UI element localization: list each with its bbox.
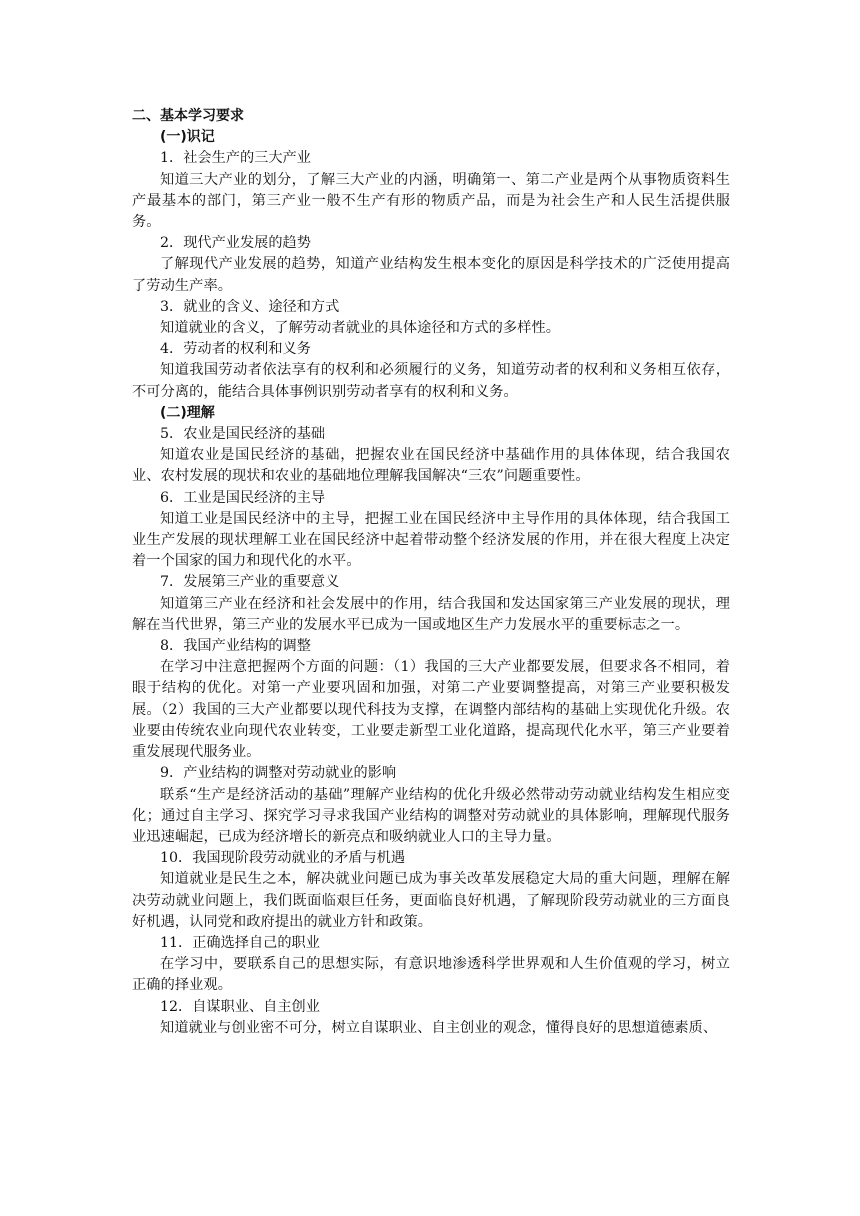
subsection-title-memorize: (一)识记 bbox=[160, 129, 215, 146]
section-title: 二、基本学习要求 bbox=[132, 108, 244, 124]
item-body-2: 了解现代产业发展的趋势，知道产业结构发生根本变化的原因是科学技术的广泛使用提高了劳动生产率。 bbox=[132, 256, 730, 294]
item-title-8: 8．我国产业结构的调整 bbox=[160, 638, 311, 655]
item-body-9: 联系“生产是经济活动的基础”理解产业结构的优化升级必然带动劳动就业结构发生相应变化；通过自主学习、探究学习寻求我国产业结构的调整对劳动就业的具体影响，理解现代服务业迅速崛起，已成为经济增长的新亮点和吸纳就业人口的主导力量。 bbox=[132, 786, 730, 845]
item-title-3: 3．就业的含义、途径和方式 bbox=[160, 298, 340, 315]
item-body-5: 知道农业是国民经济的基础，把握农业在国民经济中基础作用的具体体现，结合我国农业、农村发展的现状和农业的基础地位理解我国解决“三农”问题重要性。 bbox=[132, 447, 730, 485]
item-title-6: 6．工业是国民经济的主导 bbox=[160, 489, 326, 506]
item-title-1: 1．社会生产的三大产业 bbox=[160, 150, 311, 167]
item-title-7: 7．发展第三产业的重要意义 bbox=[160, 574, 340, 591]
subsection-title-understand: (二)理解 bbox=[160, 404, 215, 421]
item-body-10: 知道就业是民生之本，解决就业问题已成为事关改革发展稳定大局的重大问题，理解在解决劳动就业问题上，我们既面临艰巨任务，更面临良好机遇，了解现阶段劳动就业的三方面良好机遇，认同党和政府提出的就业方针和政策。 bbox=[132, 871, 730, 930]
item-title-9: 9．产业结构的调整对劳动就业的影响 bbox=[160, 765, 397, 782]
item-body-4: 知道我国劳动者依法享有的权利和必须履行的义务，知道劳动者的权利和义务相互依存，不可分离的，能结合具体事例识别劳动者享有的权利和义务。 bbox=[132, 362, 730, 400]
item-body-7: 知道第三产业在经济和社会发展中的作用，结合我国和发达国家第三产业发展的现状，理解在当代世界，第三产业的发展水平已成为一国或地区生产力发展水平的重要标志之一。 bbox=[132, 595, 730, 633]
item-title-11: 11．正确选择自己的职业 bbox=[160, 934, 320, 951]
item-title-10: 10．我国现阶段劳动就业的矛盾与机遇 bbox=[160, 850, 406, 867]
item-title-12: 12．自谋职业、自主创业 bbox=[160, 998, 320, 1015]
item-body-11: 在学习中，要联系自己的思想实际，有意识地渗透科学世界观和人生价值观的学习，树立正确的择业观。 bbox=[132, 956, 730, 994]
item-body-8: 在学习中注意把握两个方面的问题：（1）我国的三大产业都要发展，但要求各不相同，着眼于结构的优化。对第一产业要巩固和加强，对第二产业要调整提高，对第三产业要积极发展。（2）我国的三大产业都要以现代科技为支撑，在调整内部结构的基础上实现优化升级。农业要由传统农业向现代农业转变，工业要走新型工业化道路，提高现代化水平，第三产业要着重发展现代服务业。 bbox=[132, 659, 730, 761]
item-title-5: 5．农业是国民经济的基础 bbox=[160, 426, 326, 443]
item-title-4: 4．劳动者的权利和义务 bbox=[160, 341, 311, 358]
item-body-6: 知道工业是国民经济中的主导，把握工业在国民经济中主导作用的具体体现，结合我国工业生产发展的现状理解工业在国民经济中起着带动整个经济发展的作用，并在很大程度上决定着一个国家的国力和现代化的水平。 bbox=[132, 510, 730, 570]
item-body-3: 知道就业的含义，了解劳动者就业的具体途径和方式的多样性。 bbox=[160, 320, 561, 337]
item-title-2: 2．现代产业发展的趋势 bbox=[160, 235, 311, 252]
document-content bbox=[132, 106, 730, 1039]
item-body-12: 知道就业与创业密不可分，树立自谋职业、自主创业的观念，懂得良好的思想道德素质、 bbox=[160, 1019, 718, 1036]
item-body-1: 知道三大产业的划分，了解三大产业的内涵，明确第一、第二产业是两个从事物质资料生产最基本的部门，第三产业一般不生产有形的物质产品，而是为社会生产和人民生活提供服务。 bbox=[132, 171, 730, 231]
